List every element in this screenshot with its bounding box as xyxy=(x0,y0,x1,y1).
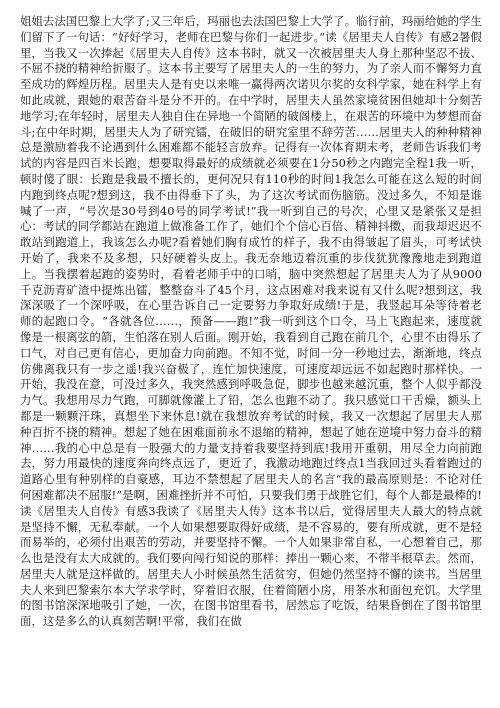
body-text: 姐姐去法国巴黎上大学了;又三年后，玛丽也去法国巴黎上大学了。临行前，玛丽给她的学生们留下了一句话：“好好学习，老师在巴黎与你们一起进步。”读《居里夫人自传》有感2暑假里，当我又一次捧起《居里夫人自传》这本书时，就又一次被居里夫人身上那种坚忍不拔、不屈不挠的精神给折服了。这本书主要写了居里夫人的一生的努力，为了亲人而不懈努力直至成功的辉煌历程。居里夫人是有史以来唯一赢得两次诺贝尔奖的女科学家，她在科学上有如此成就，跟她的艰苦奋斗是分不开的。在中学时，居里夫人虽然家境贫困但她却十分刻苦地学习;在年轻时，居里夫人独自住在异地一个简陋的破阁楼上，在艰苦的环境中为梦想而奋斗;在中年时期，居里夫人为了研究镭，在破旧的研究室里不辞劳苦……居里夫人的种种精神总是激励着我不论遇到什么困难都不能轻言放弃。记得有一次体育期末考，老师告诉我们考试的内容是四百米长跑，想要取得最好的成绩就必须要在1分50秒之内跑完全程1我一听，顿时傻了眼：长跑是我最不擅长的，更何况只有110秒的时间1我怎么可能在这么短的时间内跑到终点呢?想到这，我不由得垂下了头，为了这次考试而伤脑筋。没过多久，不知是谁喊了一声，“号次是30号到40号的同学考试!”我一听到自己的号次，心里又是紧张又是担心：考试的同学都站在跑道上做准备工作了，她们个个信心百倍、精神抖擞，而我却迟迟不敢站到跑道上，我该怎么办呢?看着她们胸有成竹的样子，我不由得皱起了眉头，可考试快开始了，我来不及多想，只好硬着头皮上。我无奈地迈着沉重的步伐犹犹豫豫地走到跑道上。当我摆着起跑的姿势时，看着老师手中的口哨，脑中突然想起了居里夫人为了从9000千克沥青矿渣中提炼出镭，整整奋斗了45个月，这点困难对我来说有又什么呢?想到这，我深深吸了一个深呼吸，在心里告诉自己一定要努力争取好成绩!于是，我竖起耳朵等待着老师的起跑口令。“各就各位……，预备——跑!”我一听到这个口令，马上飞跑起来，速度就像是一根离弦的箭，生怕落在别人后面。刚开始，我看到自己跑在前几个，心里不由得乐了口气，对自己更有信心，更加奋力向前跑。不知不觉，时间一分一秒地过去，渐渐地，终点仿佛离我只有一步之遥!我兴奋极了，连忙加快速度，可速度却远远不如起跑时那样快。一开始，我没在意，可没过多久，我突然感到呼吸急促，脚步也越来越沉重，整个人似乎都没力气。我想用尽力气跑，可脚就像灌上了铅，怎么也跑不动了。我只感觉口干舌燥，额头上都是一颗颗汗珠，真想坐下来休息!就在我想放弃考试的时候，我又一次想起了居里夫人那种百折不挠的精神。想起了她在困难面前永不退缩的精神，想起了她在逆境中努力奋斗的精神……我的心中总是有一股强大的力量支持着我要坚持到底!我用开重朝，用尽全力向前跑去，努力用最快的速度奔向终点远了，更近了，我激动地跑过终点1当我回过头看着跑过的道路心里有种别样的自豪感，耳边不禁想起了居里夫人的名言“我的最高原则是：不论对任何困难都决不屈服!”是啊，困难挫折并不可怕，只要我们勇于战胜它们，每个人都是最棒的!读《居里夫人自传》有感3我读了《居里夫人传》这本书以后，觉得居里夫人最大的特点就是坚持不懈，无私奉献。一个人如果想要取得好成绩，是不容易的，要有所成就，更不是轻而易举的，必须付出艰苦的劳动，并要坚持不懈。一个人如果非常自私，一心想着自己，那么也是没有太大成就的。我们要向闯行知说的那样：捧出一颗心来，不带半根草去。然而，居里夫人就是这样做的。居里夫人小时候虽然生活贫穷，但她仍然坚持不懈的读书。当居里夫人来到巴黎索尔本大学求学时，穿着旧衣服，住着简陋小房，用茶水和面包充饥。大学里的图书馆深深地吸引了她，一次，在图书馆里看书，居然忘了吃饭，结果昏倒在了图书馆里面，这是多么的认真刻苦啊!平常，我们在做 xyxy=(20,14,482,629)
document-page xyxy=(20,14,482,630)
